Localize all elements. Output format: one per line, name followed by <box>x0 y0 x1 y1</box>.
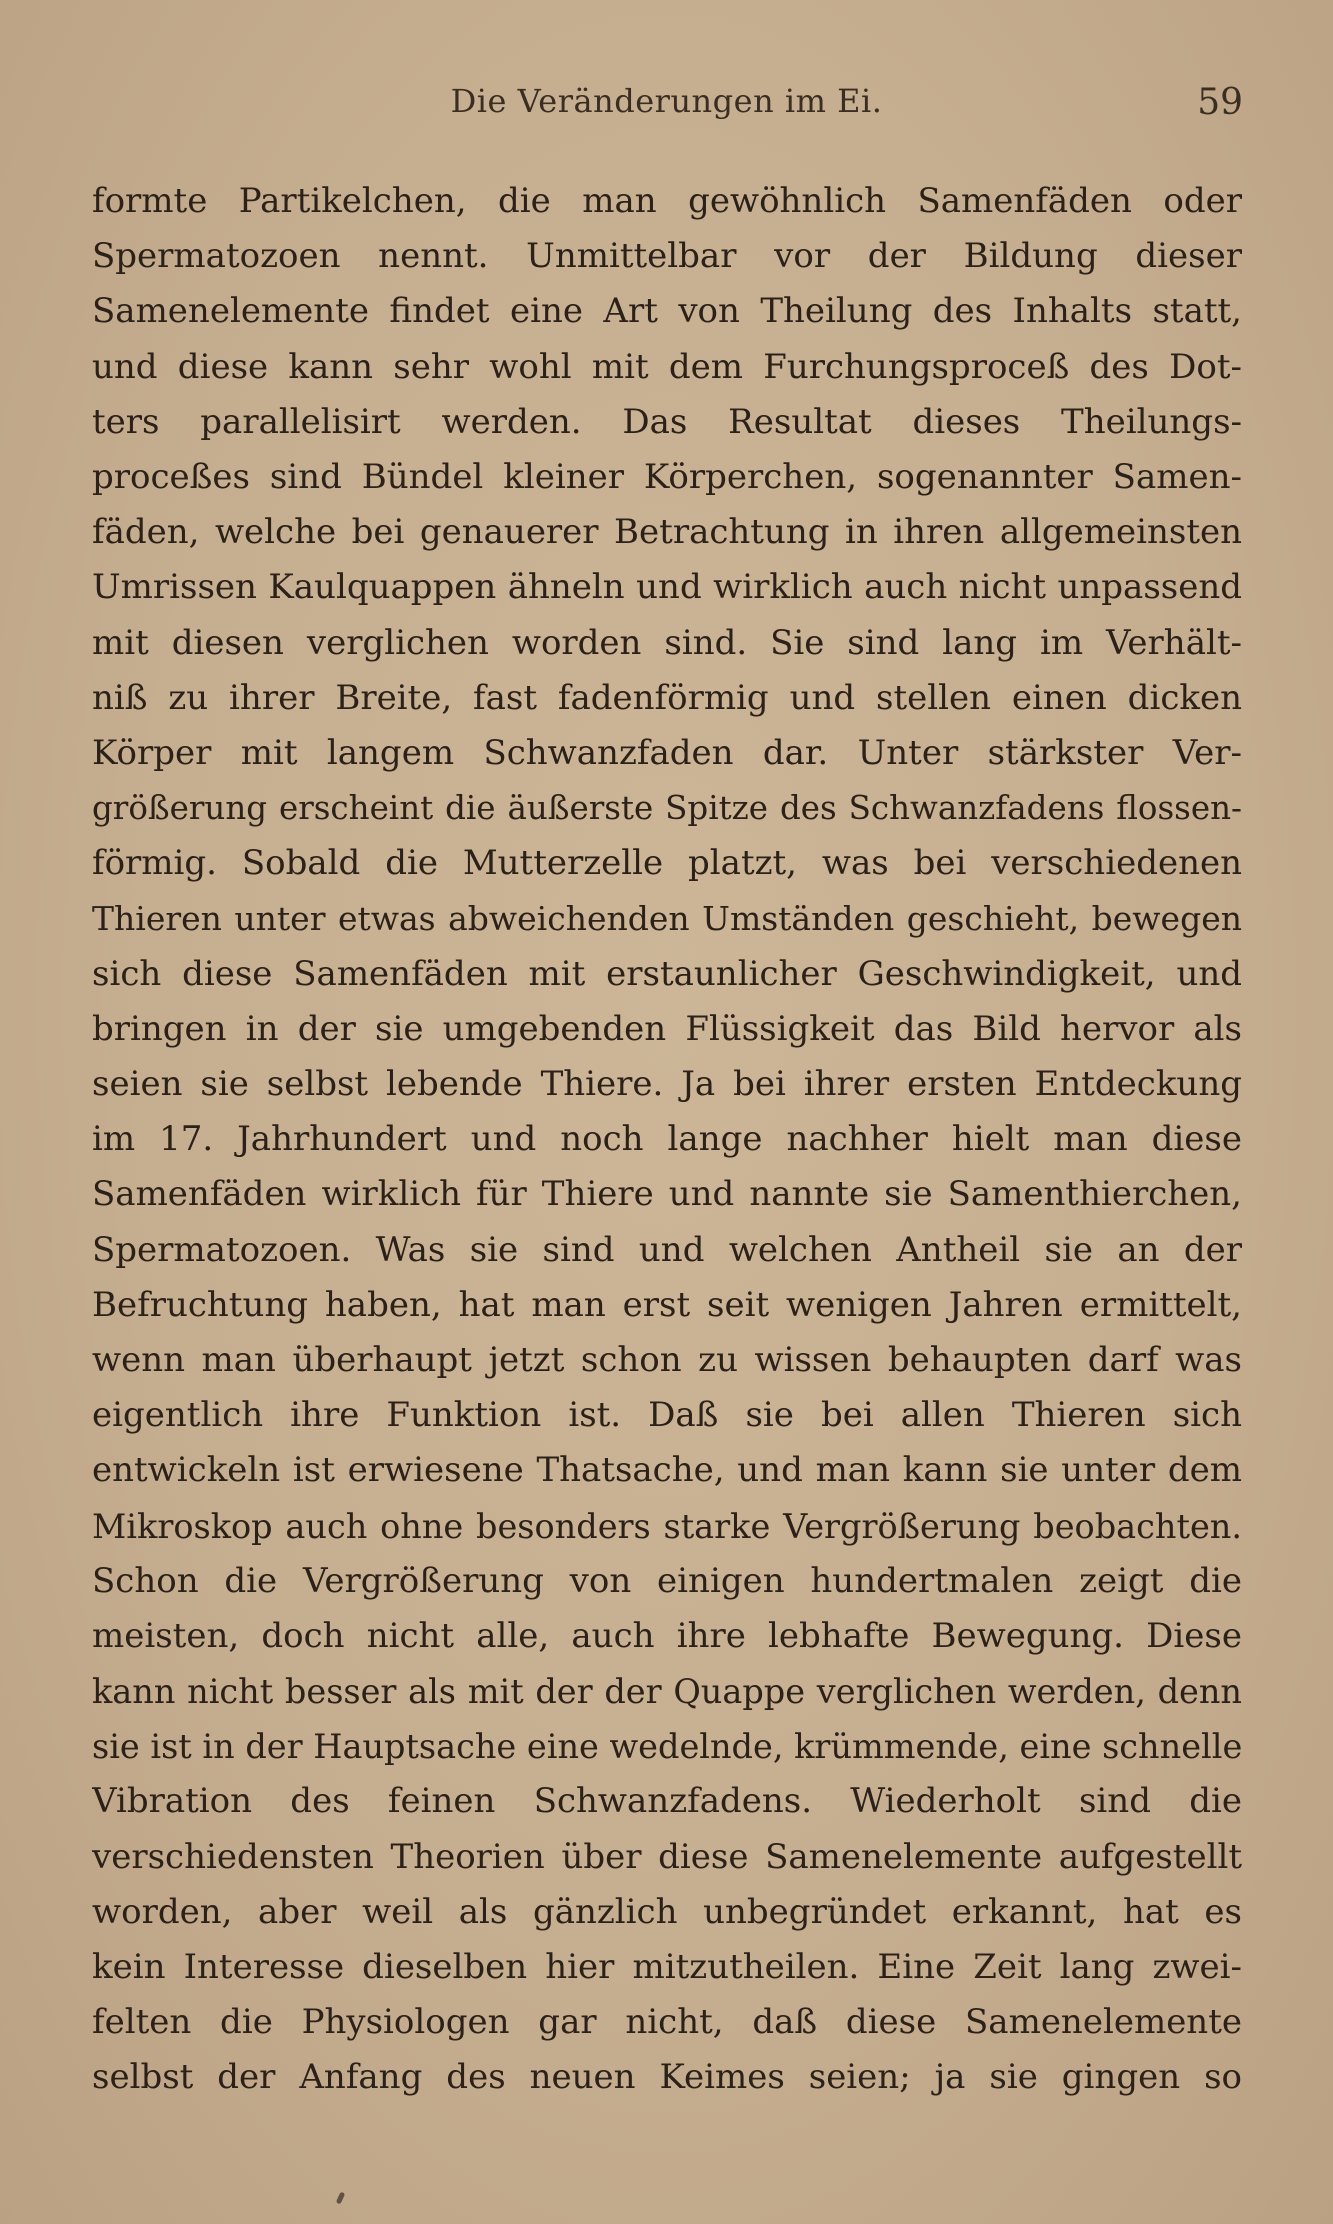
text-line: Schon die Vergrößerung von einigen hundertmalen zeigt die <box>92 1560 1242 1601</box>
text-line: ters parallelisirt werden. Das Resultat dieses Theilungs- <box>92 401 1242 442</box>
text-line: selbst der Anfang des neuen Keimes seien; ja sie gingen so <box>92 2057 1242 2098</box>
text-line: mit diesen verglichen worden sind. Sie sind lang im Verhält- <box>92 622 1242 663</box>
text-line: felten die Physiologen gar nicht, daß diese Samenelemente <box>92 2002 1242 2043</box>
text-line: im 17. Jahrhundert und noch lange nachher hielt man diese <box>92 1119 1242 1160</box>
text-line: seien sie selbst lebende Thiere. Ja bei ihrer ersten Entdeckung <box>92 1064 1242 1104</box>
text-line: sich diese Samenfäden mit erstaunlicher Geschwindigkeit, und <box>92 953 1242 994</box>
text-line: Umrissen Kaulquappen ähneln und wirklich auch nicht unpassend <box>92 567 1242 608</box>
text-line: Vibration des feinen Schwanzfadens. Wiederholt sind die <box>92 1781 1242 1822</box>
text-line: förmig. Sobald die Mutterzelle platzt, was bei verschiedenen <box>92 843 1242 884</box>
text-line: entwickeln ist erwiesene Thatsache, und man kann sie unter dem <box>92 1450 1242 1491</box>
text-line: formte Partikelchen, die man gewöhnlich Samenfäden oder <box>92 181 1242 221</box>
text-line: Spermatozoen nennt. Unmittelbar vor der Bildung dieser <box>92 236 1242 277</box>
text-line: eigentlich ihre Funktion ist. Daß sie bei allen Thieren sich <box>92 1395 1242 1436</box>
body-text <box>92 174 1242 2106</box>
text-line: Spermatozoen. Was sie sind und welchen Antheil sie an der <box>92 1229 1242 1270</box>
text-line: proceßes sind Bündel kleiner Körperchen, sogenannter Samen- <box>92 456 1242 497</box>
text-line: Samenelemente findet eine Art von Theilung des Inhalts statt, <box>92 291 1242 332</box>
text-line: Befruchtung haben, hat man erst seit wenigen Jahren ermittelt, <box>92 1284 1242 1325</box>
text-line: verschiedensten Theorien über diese Samenelemente aufgestellt <box>92 1836 1242 1877</box>
text-line: kann nicht besser als mit der der Quappe verglichen werden, denn <box>92 1672 1242 1712</box>
text-line: und diese kann sehr wohl mit dem Furchungsproceß des Dot- <box>92 346 1242 387</box>
running-header <box>90 82 1243 132</box>
text-line: sie ist in der Hauptsache eine wedelnde, krümmende, eine schnelle <box>92 1727 1242 1767</box>
text-line: Samenfäden wirklich für Thiere und nannte sie Samenthierchen, <box>92 1174 1242 1215</box>
text-line: niß zu ihrer Breite, fast fadenförmig und stellen einen dicken <box>92 677 1242 718</box>
page-number: 59 <box>1197 82 1243 123</box>
running-title: Die Veränderungen im Ei. <box>450 82 883 120</box>
text-line: bringen in der sie umgebenden Flüssigkeit das Bild hervor als <box>92 1008 1242 1049</box>
text-line: Mikroskop auch ohne besonders starke Vergrößerung beobachten. <box>92 1506 1242 1546</box>
text-line: größerung erscheint die äußerste Spitze des Schwanzfadens flossen- <box>92 789 1242 828</box>
text-line: wenn man überhaupt jetzt schon zu wissen behaupten darf was <box>92 1339 1242 1380</box>
text-line: worden, aber weil als gänzlich unbegründet erkannt, hat es <box>92 1891 1242 1932</box>
text-line: Thieren unter etwas abweichenden Umständen geschieht, bewegen <box>92 899 1242 939</box>
text-line: fäden, welche bei genauerer Betrachtung in ihren allgemeinsten <box>92 512 1242 553</box>
ink-speck <box>336 2192 346 2205</box>
text-line: kein Interesse dieselben hier mitzutheilen. Eine Zeit lang zwei- <box>92 1947 1242 1987</box>
text-line: meisten, doch nicht alle, auch ihre lebhafte Bewegung. Diese <box>92 1615 1242 1656</box>
text-line: Körper mit langem Schwanzfaden dar. Unter stärkster Ver- <box>92 732 1242 773</box>
